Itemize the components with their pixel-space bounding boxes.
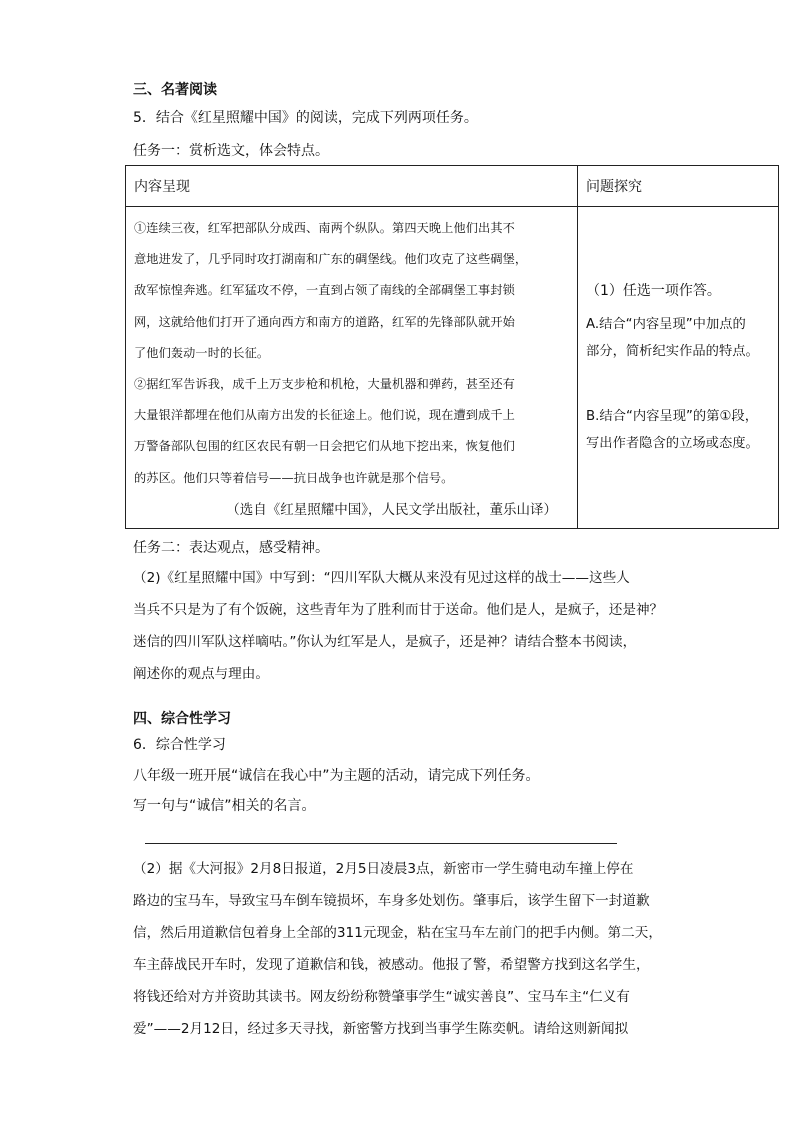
q6-2-line: 路边的宝马车，导致宝马车倒车镜损坏，车身多处划伤。肇事后，该学生留下一封道歉 [133, 893, 650, 909]
task-2-line: 迷信的四川军队这样嘀咕。”你认为红军是人，是疯子，还是神？请结合整本书阅读， [133, 634, 637, 650]
option-a-line: 部分，简析纪实作品的特点。 [586, 344, 759, 359]
passage-line: 的苏区。他们只等着信号——抗日战争也许就是那个信号。 [134, 470, 454, 485]
task-prompt: （1）任选一项作答。 [586, 283, 721, 299]
question-6: 6．综合性学习 [133, 737, 226, 753]
task-1-title: 任务一：赏析选文，体会特点。 [133, 143, 329, 159]
passage-line: 网，这就给他们打开了通向西方和南方的道路，红军的先锋部队就开始 [134, 314, 515, 329]
q6-2-line: 信，然后用道歉信包着身上全部的311元现金，粘在宝马车左前门的把手内侧。第二天， [133, 925, 662, 941]
option-a-line: A.结合“内容呈现”中加点的 [586, 317, 746, 332]
question-5: 5．结合《红星照耀中国》的阅读，完成下列两项任务。 [133, 110, 478, 126]
header-question-cell [578, 166, 779, 207]
section-title-integrated: 四、综合性学习 [133, 711, 231, 727]
task-2-line: 当兵不只是为了有个饭碗，这些青年为了胜利而甘于送命。他们是人，是疯子，还是神？ [133, 602, 664, 618]
activity-intro: 八年级一班开展“诚信在我心中”为主题的活动，请完成下列任务。 [133, 768, 540, 784]
passage [126, 207, 577, 494]
q6-2-line: （2）据《大河报》2月8日报道，2月5日凌晨3点，新密市一学生骑电动车撞上停在 [133, 861, 634, 877]
header-content: 内容呈现 [134, 179, 190, 195]
passage-line: 了他们轰动一时的长征。 [134, 345, 270, 360]
passage-line: ①连续三夜，红军把部队分成西、南两个纵队。第四天晚上他们出其不 [134, 221, 515, 235]
q6-2-line: 车主薛战民开车时，发现了道歉信和钱，被感动。他报了警，希望警方找到这名学生， [133, 957, 650, 973]
passage-line: ②据红军告诉我，成千上万支步枪和机枪，大量机器和弹药，甚至还有 [134, 377, 515, 392]
header-content-cell [126, 166, 578, 207]
passage-line: 大量银洋都埋在他们从南方出发的长征途上。他们说，现在遭到成千上 [134, 408, 515, 423]
passage-source: （选自《红星照耀中国》，人民文学出版社，董乐山译） [226, 501, 557, 518]
q6-2-line: 将钱还给对方并资助其读书。网友纷纷称赞肇事学生“诚实善良”、宝马车主“仁义有 [133, 989, 630, 1005]
task-2-line: 阐述你的观点与理由。 [133, 666, 269, 682]
option-b-line: 写出作者隐含的立场或态度。 [586, 436, 759, 451]
section-title-reading: 三、名著阅读 [133, 82, 217, 98]
header-question: 问题探究 [586, 179, 642, 195]
write-quote-prompt: 写一句与“诚信”相关的名言。 [133, 798, 316, 814]
task-2-question [133, 562, 663, 690]
option-b [586, 403, 759, 457]
q6-2-line: 爱”——2月12日，经过多天寻找，新密警方找到当事学生陈奕帆。请给这则新闻拟 [133, 1021, 629, 1037]
answer-blank-line [145, 843, 617, 844]
passage-cell [126, 207, 578, 529]
option-b-line: B.结合“内容呈现”的第①段， [586, 409, 759, 424]
passage-line: 敌军惊惶奔逃。红军猛攻不停，一直到占领了南线的全部碉堡工事封锁 [134, 283, 515, 298]
reading-table [125, 165, 779, 529]
passage-line: 万警备部队包围的红区农民有朝一日会把它们从地下挖出来，恢复他们 [134, 439, 515, 454]
task-cell [578, 207, 779, 529]
task-2-title: 任务二：表达观点，感受精神。 [133, 540, 329, 556]
task-2-line: （2)《红星照耀中国》中写到：“四川军队大概从来没有见过这样的战士——这些人 [133, 570, 630, 586]
question-6-2 [133, 853, 662, 1045]
passage-line: 意地进发了，几乎同时攻打湖南和广东的碉堡线。他们攻克了这些碉堡， [134, 252, 528, 267]
option-a [586, 311, 759, 365]
